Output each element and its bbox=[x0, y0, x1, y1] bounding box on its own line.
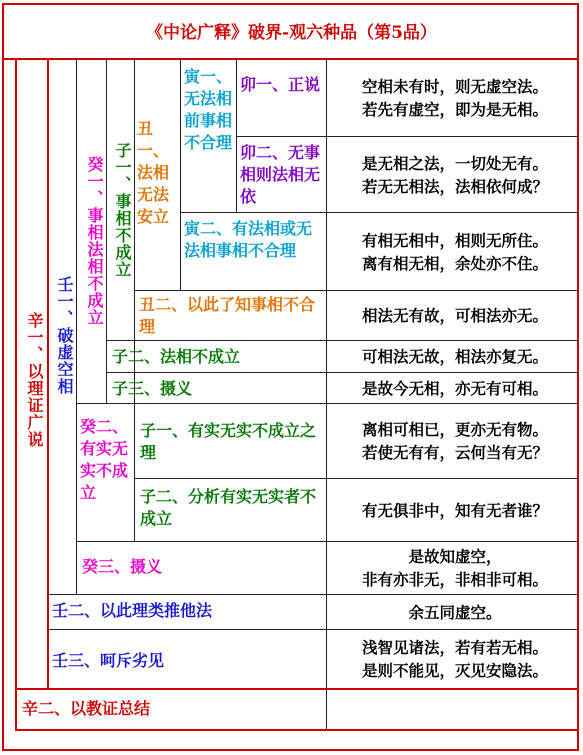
outline-gui1: 癸一、事相法相不成立 bbox=[85, 156, 104, 326]
verse-line: 若使无有有，云何当有无？ bbox=[361, 443, 548, 462]
chou-rule bbox=[180, 58, 181, 290]
verse-cell bbox=[328, 630, 582, 688]
verse-line: 是无相之法，一切处无有。 bbox=[361, 153, 548, 173]
outline-ren2: 壬二、以此理类推他法 bbox=[52, 601, 213, 620]
outline-xin1: 辛一、以理证广说 bbox=[25, 312, 44, 448]
verse-line: 余五同虚空。 bbox=[408, 602, 502, 622]
outline-gui2: 癸二、有实无实不成立 bbox=[80, 417, 129, 502]
yin-rule bbox=[236, 58, 237, 212]
outline-xin2: 辛二、以教证总结 bbox=[22, 699, 151, 718]
verse-line: 非有亦非无，非相非可相。 bbox=[361, 570, 548, 589]
verse-line: 可相法无故，相法亦复无。 bbox=[361, 347, 548, 366]
outline-zi2-a: 子二、法相不成立 bbox=[112, 347, 241, 366]
zi-rule bbox=[134, 58, 135, 542]
verse-line: 有无俱非中，知有无者谁？ bbox=[361, 500, 548, 520]
verse-line: 空相未有时，则无虚空法。 bbox=[361, 77, 548, 96]
verse-line: 有相无相中，相则无所住。 bbox=[361, 230, 548, 250]
verse-line: 若先有虚空，即为是无相。 bbox=[361, 100, 548, 119]
verse-cell bbox=[328, 373, 582, 403]
verse-line: 是则不能见，灭见安隐法。 bbox=[361, 661, 548, 680]
ren-rule bbox=[76, 58, 77, 594]
outline-chou2: 丑二、以此了知事相不合理 bbox=[139, 295, 316, 336]
outline-zi2-b: 子二、分析有实无实者不成立 bbox=[140, 487, 317, 528]
outline-chou1: 丑一、法相无法安立 bbox=[137, 119, 170, 226]
outline-mao2: 卯二、无事相则法相无依 bbox=[240, 143, 321, 206]
verse-line: 离有相无相，余处亦不住。 bbox=[361, 253, 548, 273]
outline-mao1: 卯一、正说 bbox=[240, 75, 321, 94]
outline-yin1-a: 寅一、无法相前事相不合理 bbox=[184, 67, 233, 152]
verse-cell bbox=[328, 341, 582, 372]
verse-cell bbox=[328, 595, 582, 629]
verse-line: 相法无有故，可相法亦无。 bbox=[361, 306, 548, 325]
verse-cell bbox=[328, 542, 582, 594]
verse-cell bbox=[328, 213, 582, 290]
page-title: 《中论广释》破界-观六种品（第5品） bbox=[146, 23, 437, 43]
outline-zi1-b: 子一、有实无实不成立之理 bbox=[140, 421, 317, 462]
outline-yin2-a: 寅二、有法相或无法相事相不合理 bbox=[184, 219, 313, 260]
outline-zi1-a: 子一、事相不成立 bbox=[113, 142, 132, 278]
outline-gui3: 癸三、摄义 bbox=[82, 557, 163, 576]
outline-zi3-a: 子三、摄义 bbox=[112, 379, 193, 398]
verse-line: 浅智见诸法，若有若无相。 bbox=[361, 638, 548, 657]
outline-ren3: 壬三、呵斥劣见 bbox=[52, 651, 165, 670]
verse-line: 是故知虚空， bbox=[408, 547, 502, 566]
outline-ren1: 壬一、破虚空相 bbox=[55, 275, 74, 395]
verse-line: 是故今无相，亦无有可相。 bbox=[361, 378, 548, 398]
verse-cell bbox=[328, 404, 582, 478]
verse-cell bbox=[328, 60, 582, 136]
gui-rule bbox=[106, 58, 107, 403]
verse-cell bbox=[328, 479, 582, 541]
verse-line: 若无无相法，法相依何成？ bbox=[361, 176, 548, 196]
verse-cell bbox=[328, 137, 582, 212]
bottom-red-rule bbox=[15, 729, 579, 731]
verse-cell bbox=[328, 291, 582, 340]
verse-line: 离相可相已，更亦无有物。 bbox=[361, 420, 548, 439]
xin-divider bbox=[15, 688, 579, 690]
